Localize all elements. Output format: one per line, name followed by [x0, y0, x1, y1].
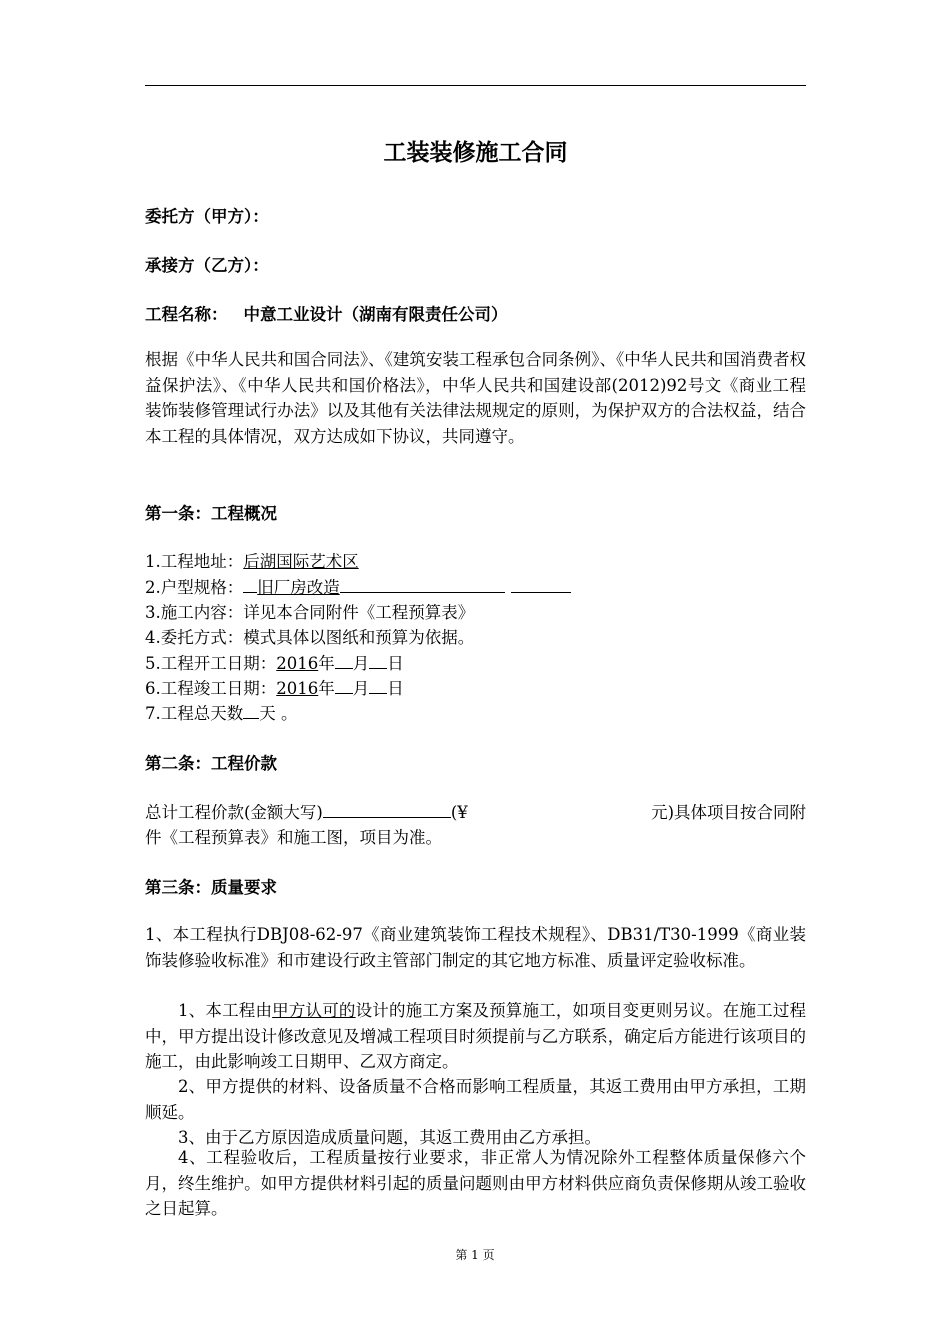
contract-price-line: 总计工程价款(金额大写) (¥ 元)具体项目按合同附 — [145, 799, 806, 823]
contract-price-line-2: 件《工程预算表》和施工图，项目为准。 — [145, 828, 442, 847]
commission-mode: 4.委托方式：模式具体以图纸和预算为依据。 — [145, 628, 475, 647]
client-party: 委托方（甲方）： — [145, 207, 269, 226]
completion-date: 6.工程竣工日期：2016年 月 日 — [145, 675, 404, 699]
page-number: 第 1 页 — [455, 1248, 495, 1262]
quality-clause-4: 4、工程验收后，工程质量按行业要求，非正常人为情况除外工程整体质量保修六个月，终生维护。如甲方提供材料引起的质量问题则由甲方材料供应商负责保修期从竣工验收之日起算。 — [145, 1148, 806, 1218]
project-address-value: 后湖国际艺术区 — [243, 552, 359, 571]
article-3-heading: 第三条：质量要求 — [145, 878, 277, 897]
quality-clause-2: 2、甲方提供的材料、设备质量不合格而影响工程质量，其返工费用由甲方承担，工期顺延。 — [145, 1077, 806, 1122]
contractor-party: 承接方（乙方）： — [145, 256, 269, 275]
header-rule — [145, 85, 806, 86]
unit-type-value: 旧厂房改造 — [257, 578, 340, 597]
unit-type: 2.户型规格： 旧厂房改造 — [145, 574, 571, 598]
article-2-heading: 第二条：工程价款 — [145, 754, 277, 773]
project-name — [145, 301, 508, 325]
article-1-heading: 第一条：工程概况 — [145, 504, 277, 523]
start-date: 5.工程开工日期：2016年 月 日 — [145, 650, 404, 674]
project-name-label: 工程名称： — [145, 305, 228, 324]
preamble: 根据《中华人民共和国合同法》、《建筑安装工程承包合同条例》、《中华人民共和国消费者权益保护法》、《中华人民共和国价格法》，中华人民共和国建设部(2012)92号文《商业工程装饰装修管理试行办法》以及其他有关法律法规规定的原则，为保护双方的合法权益，结合本工程的具体情况，双方达成如下协议，共同遵守。 — [145, 350, 806, 446]
total-days: 7.工程总天数 天 。 — [145, 700, 298, 724]
quality-clause-1: 1、本工程由甲方认可的设计的施工方案及预算施工，如项目变更则另议。在施工过程中，甲方提出设计修改意见及增减工程项目时须提前与乙方联系，确定后方能进行该项目的施工，由此影响竣工日期甲、乙双方商定。 — [145, 1001, 807, 1071]
construction-content: 3.施工内容：详见本合同附件《工程预算表》 — [145, 603, 475, 622]
document-title: 工装装修施工合同 — [383, 140, 568, 166]
project-name-value: 中意工业设计（湖南有限责任公司） — [243, 305, 508, 324]
quality-clause-3: 3、由于乙方原因造成质量问题，其返工费用由乙方承担。 — [178, 1128, 601, 1147]
project-address: 1.工程地址：后湖国际艺术区 — [145, 552, 359, 571]
quality-clause-standards: 1、本工程执行DBJ08-62-97《商业建筑装饰工程技术规程》、DB31/T30-1999《商业装饰装修验收标准》和市建设行政主管部门制定的其它地方标准、质量评定验收标准。 — [145, 925, 806, 970]
